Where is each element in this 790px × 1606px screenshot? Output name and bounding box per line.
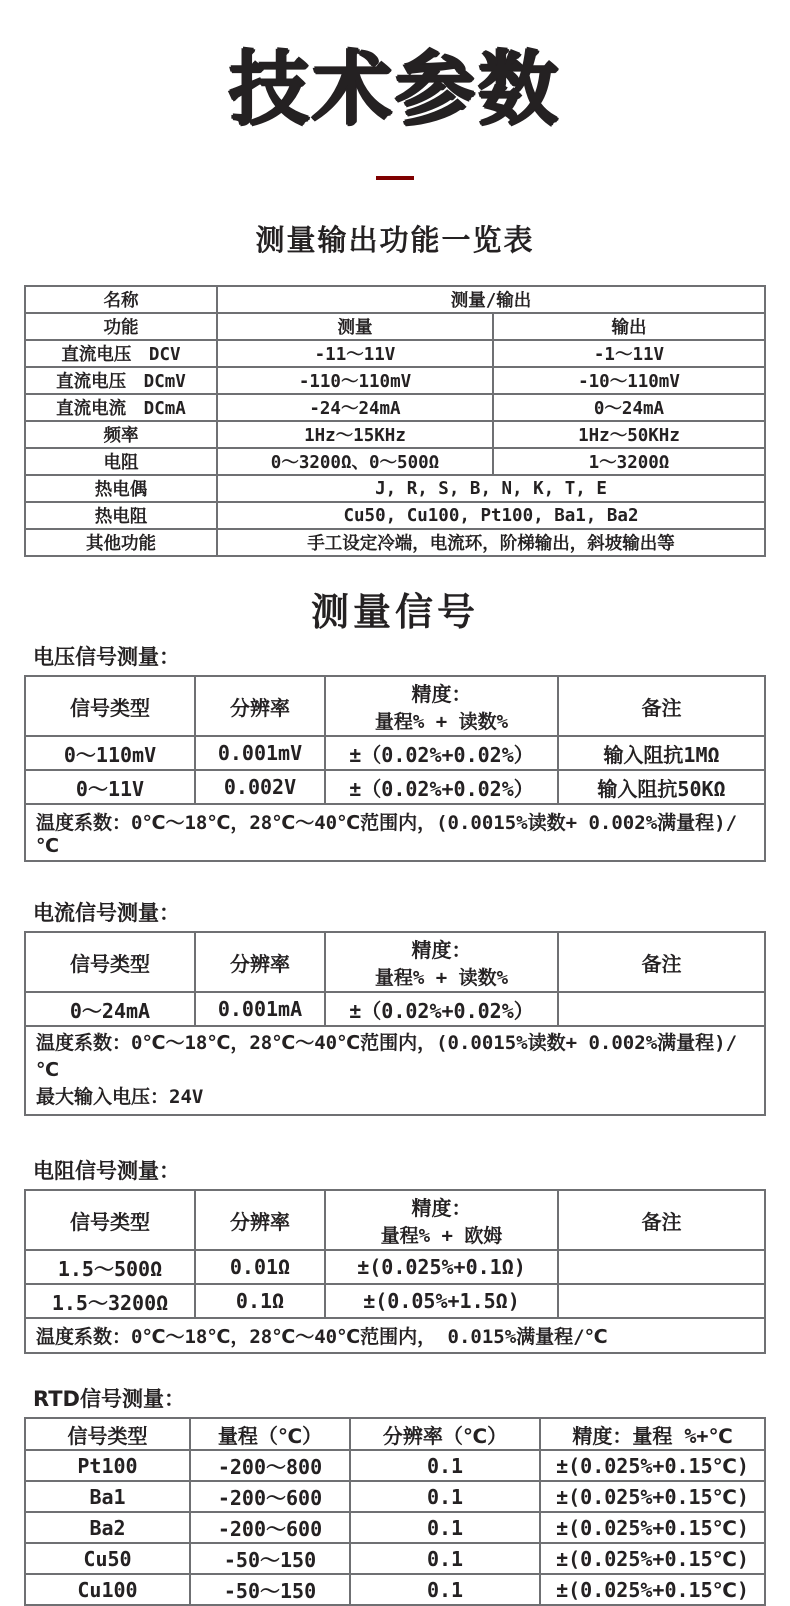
measure-cell: 1Hz～15KHz	[217, 421, 493, 448]
row-label-cell: 直流电压 DCmV	[25, 367, 217, 394]
accuracy-cell: ±（0.02%+0.02%）	[325, 992, 558, 1026]
span-value-cell: Cu50, Cu100, Pt100, Ba1, Ba2	[217, 502, 765, 529]
signal-type-cell: Pt100	[25, 1450, 190, 1481]
resolution-cell: 0.1Ω	[195, 1284, 325, 1318]
signal-type-cell: 0～110mV	[25, 736, 195, 770]
output-cell: -10～110mV	[493, 367, 765, 394]
accuracy-cell: ±（0.02%+0.02%）	[325, 736, 558, 770]
measure-cell: -110～110mV	[217, 367, 493, 394]
signal-type-cell: Cu100	[25, 1574, 190, 1605]
measure-cell: -24～24mA	[217, 394, 493, 421]
accuracy-title: 精度：	[411, 938, 472, 962]
accuracy-subtitle: 量程% + 读数%	[374, 967, 509, 989]
overview-row-frequency	[25, 421, 765, 448]
accuracy-cell: ±(0.025%+0.1Ω)	[325, 1250, 558, 1284]
measure-cell: 测量	[217, 313, 493, 340]
signal-type-cell: 1.5～500Ω	[25, 1250, 195, 1284]
row-label-cell: 频率	[25, 421, 217, 448]
table-row	[25, 1512, 765, 1543]
table-footnote: 温度系数：0℃～18℃，28℃～40℃范围内，(0.0015%读数+ 0.002%满量程)/℃	[25, 804, 765, 861]
table-row	[25, 1250, 765, 1284]
row-label-cell: 电阻	[25, 448, 217, 475]
signal-type-cell: 1.5～3200Ω	[25, 1284, 195, 1318]
table-row	[25, 1481, 765, 1512]
page-title: 技术参数	[229, 43, 561, 136]
header-signal-type: 信号类型	[25, 932, 195, 992]
span-value-cell: 测量/输出	[217, 286, 765, 313]
overview-row-name	[25, 286, 765, 313]
measure-cell: 0～3200Ω、0～500Ω	[217, 448, 493, 475]
range-cell: -200～800	[190, 1450, 350, 1481]
range-cell: -50～150	[190, 1543, 350, 1574]
accuracy-title: 精度：	[411, 682, 472, 706]
footnote-line: 温度系数：0℃～18℃，28℃～40℃范围内，(0.0015%读数+ 0.002%满量程)/℃	[36, 1032, 738, 1081]
table-row	[25, 736, 765, 770]
table-footnote-row	[25, 804, 765, 861]
overview-row-dcmv	[25, 367, 765, 394]
table-row	[25, 770, 765, 804]
table-row	[25, 1284, 765, 1318]
accuracy-cell: ±(0.025%+0.15℃)	[540, 1481, 765, 1512]
title-divider	[376, 176, 414, 180]
signal-type-cell: Ba1	[25, 1481, 190, 1512]
resistance-table	[24, 1189, 766, 1354]
resolution-cell: 0.1	[350, 1512, 540, 1543]
signal-type-cell: Ba2	[25, 1512, 190, 1543]
header-accuracy: 精度：量程 %+℃	[540, 1418, 765, 1450]
row-label-cell: 热电阻	[25, 502, 217, 529]
output-cell: 输出	[493, 313, 765, 340]
table-footnote-row	[25, 1318, 765, 1353]
resolution-cell: 0.1	[350, 1481, 540, 1512]
note-cell: 输入阻抗50KΩ	[558, 770, 765, 804]
overview-row-dcv	[25, 340, 765, 367]
accuracy-title: 精度：	[411, 1196, 472, 1220]
header-resolution: 分辨率	[195, 1190, 325, 1250]
resolution-cell: 0.001mV	[195, 736, 325, 770]
span-value-cell: J, R, S, B, N, K, T, E	[217, 475, 765, 502]
overview-row-dcma	[25, 394, 765, 421]
current-section-label: 电流信号测量：	[33, 901, 180, 925]
voltage-table	[24, 675, 766, 862]
resistance-section-label: 电阻信号测量：	[33, 1159, 180, 1183]
header-signal-type: 信号类型	[25, 676, 195, 736]
table-header-row	[25, 1418, 765, 1450]
row-label-cell: 热电偶	[25, 475, 217, 502]
table-footnote	[25, 1026, 765, 1115]
footnote-line: 最大输入电压：24V	[36, 1086, 204, 1108]
resolution-cell: 0.1	[350, 1450, 540, 1481]
output-cell: 1～3200Ω	[493, 448, 765, 475]
row-label-cell: 直流电压 DCV	[25, 340, 217, 367]
resolution-cell: 0.1	[350, 1574, 540, 1605]
signal-type-cell: 0～11V	[25, 770, 195, 804]
signal-type-cell: 0～24mA	[25, 992, 195, 1026]
measure-cell: -11～11V	[217, 340, 493, 367]
output-cell: 0～24mA	[493, 394, 765, 421]
header-accuracy	[325, 1190, 558, 1250]
header-accuracy	[325, 676, 558, 736]
overview-caption: 测量输出功能一览表	[255, 223, 535, 257]
signal-type-cell: Cu50	[25, 1543, 190, 1574]
row-label-cell: 其他功能	[25, 529, 217, 556]
table-header-row	[25, 676, 765, 736]
header-note: 备注	[558, 1190, 765, 1250]
header-note: 备注	[558, 676, 765, 736]
row-label-cell: 功能	[25, 313, 217, 340]
accuracy-cell: ±(0.025%+0.15℃)	[540, 1574, 765, 1605]
table-footnote-row	[25, 1026, 765, 1115]
table-header-row	[25, 932, 765, 992]
span-value-cell: 手工设定冷端，电流环，阶梯输出，斜坡输出等	[217, 529, 765, 556]
header-accuracy	[325, 932, 558, 992]
header-resolution: 分辨率（℃）	[350, 1418, 540, 1450]
accuracy-cell: ±(0.025%+0.15℃)	[540, 1450, 765, 1481]
overview-table	[24, 285, 766, 557]
overview-row-function	[25, 313, 765, 340]
table-row	[25, 992, 765, 1026]
header-signal-type: 信号类型	[25, 1418, 190, 1450]
range-cell: -200～600	[190, 1512, 350, 1543]
resolution-cell: 0.001mA	[195, 992, 325, 1026]
note-cell	[558, 1284, 765, 1318]
overview-row-resistance	[25, 448, 765, 475]
header-range: 量程（℃）	[190, 1418, 350, 1450]
signals-section-title: 测量信号	[310, 590, 479, 634]
overview-row-other	[25, 529, 765, 556]
voltage-section-label: 电压信号测量：	[33, 645, 180, 669]
overview-row-thermocouple	[25, 475, 765, 502]
table-footnote: 温度系数：0℃～18℃，28℃～40℃范围内， 0.015%满量程/℃	[25, 1318, 765, 1353]
accuracy-cell: ±(0.025%+0.15℃)	[540, 1512, 765, 1543]
current-table	[24, 931, 766, 1116]
header-resolution: 分辨率	[195, 932, 325, 992]
table-row	[25, 1574, 765, 1605]
note-cell	[558, 992, 765, 1026]
table-row	[25, 1450, 765, 1481]
row-label-cell: 名称	[25, 286, 217, 313]
accuracy-subtitle: 量程% + 欧姆	[380, 1225, 503, 1247]
table-row	[25, 1543, 765, 1574]
overview-row-rtd	[25, 502, 765, 529]
rtd-table	[24, 1417, 766, 1606]
header-resolution: 分辨率	[195, 676, 325, 736]
accuracy-cell: ±(0.05%+1.5Ω)	[325, 1284, 558, 1318]
output-cell: 1Hz～50KHz	[493, 421, 765, 448]
row-label-cell: 直流电流 DCmA	[25, 394, 217, 421]
accuracy-subtitle: 量程% + 读数%	[374, 711, 509, 733]
resolution-cell: 0.1	[350, 1543, 540, 1574]
resolution-cell: 0.01Ω	[195, 1250, 325, 1284]
note-cell: 输入阻抗1MΩ	[558, 736, 765, 770]
header-note: 备注	[558, 932, 765, 992]
accuracy-cell: ±（0.02%+0.02%）	[325, 770, 558, 804]
resolution-cell: 0.002V	[195, 770, 325, 804]
output-cell: -1～11V	[493, 340, 765, 367]
accuracy-cell: ±(0.025%+0.15℃)	[540, 1543, 765, 1574]
range-cell: -50～150	[190, 1574, 350, 1605]
note-cell	[558, 1250, 765, 1284]
header-signal-type: 信号类型	[25, 1190, 195, 1250]
table-header-row	[25, 1190, 765, 1250]
range-cell: -200～600	[190, 1481, 350, 1512]
rtd-section-label: RTD信号测量：	[33, 1387, 185, 1411]
